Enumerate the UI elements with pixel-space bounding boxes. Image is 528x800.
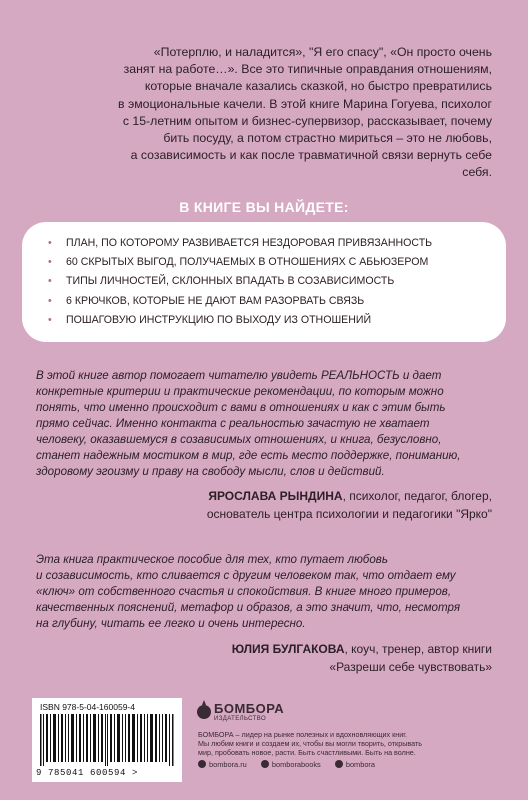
list-item bbox=[48, 292, 506, 311]
quote-line: прямо сейчас. Именно контакта с реальностью зачастую не хватает bbox=[36, 417, 430, 430]
quote-line: станет надежным мостиком в мир, где есть место поддержке, пониманию, bbox=[36, 449, 461, 462]
quote-line: и созависимость, кто сливается с другим человеком так, что отдает ему bbox=[36, 569, 456, 582]
bullet-icon: • bbox=[48, 294, 52, 307]
list-item bbox=[48, 234, 506, 253]
list-item-text: ТИПЫ ЛИЧНОСТЕЙ, СКЛОННЫХ ВПАДАТЬ В СОЗАВИСИМОСТЬ bbox=[66, 275, 395, 288]
find-list bbox=[22, 222, 506, 330]
barcode bbox=[32, 698, 182, 782]
intro-line: бить посуду, а потом страстно мириться – это не любовь, bbox=[163, 131, 492, 146]
publisher-sub: ИЗДАТЕЛЬСТВО bbox=[214, 716, 267, 722]
find-box bbox=[22, 222, 506, 342]
publisher-name: БОМБОРА bbox=[214, 701, 285, 716]
social-site-label: bombora.ru bbox=[209, 760, 247, 769]
author-line-2: «Разреши себе чувствовать» bbox=[329, 660, 492, 674]
quote-line: Эта книга практическое пособие для тех, кто путает любовь bbox=[36, 553, 388, 566]
quote-line: здоровому эгоизму и праву на свободу мысли, слов и действий. bbox=[36, 465, 385, 478]
review-quote-2 bbox=[36, 552, 498, 632]
publisher-socials bbox=[198, 760, 387, 769]
intro-line: с 15-летним опытом и бизнес-супервизор, рассказывает, почему bbox=[122, 113, 492, 128]
author-role: , коуч, тренер, автор книги bbox=[344, 642, 492, 656]
intro-paragraph bbox=[28, 44, 492, 182]
social-vk bbox=[335, 760, 375, 769]
globe-icon bbox=[198, 760, 206, 768]
list-item-text: 60 СКРЫТЫХ ВЫГОД, ПОЛУЧАЕМЫХ В ОТНОШЕНИЯХ С АБЬЮЗЕРОМ bbox=[66, 256, 429, 269]
quote-line: человеку, оказавшемуся в созависимых отношениях, и книга, безусловно, bbox=[36, 433, 442, 446]
quote-line: понять, что именно происходит с вами в отношениях и как с этим быть bbox=[36, 401, 446, 414]
quote-line: конкретные критерии и практические рекомендации, по которым можно bbox=[36, 385, 444, 398]
review-author-2 bbox=[232, 640, 492, 676]
quote-line: В этой книге автор помогает читателю увидеть РЕАЛЬНОСТЬ и дает bbox=[36, 369, 442, 382]
barcode-bars-icon bbox=[40, 714, 174, 766]
list-item bbox=[48, 311, 506, 330]
publisher-text-line: Мы любим книги и создаем их, чтобы вы могли творить, открывать bbox=[198, 739, 422, 748]
review-quote-1 bbox=[36, 368, 498, 480]
list-item bbox=[48, 272, 506, 291]
quote-line: «ключ» от собственного счастья и спокойствия. В книге много примеров, bbox=[36, 585, 452, 598]
bullet-icon: • bbox=[48, 237, 52, 249]
author-name: ЮЛИЯ БУЛГАКОВА bbox=[231, 642, 345, 656]
author-line-2: основатель центра психологии и педагогики "Ярко" bbox=[206, 507, 492, 521]
intro-line: в эмоциональные качели. В этой книге Марина Гогуева, психолог bbox=[118, 96, 492, 111]
intro-line: «Потерплю, и наладится», "Я его спасу", «Он просто очень bbox=[153, 45, 492, 59]
author-line bbox=[232, 640, 492, 658]
publisher-text-line: БОМБОРА – лидер на рынке полезных и вдохновляющих книг. bbox=[198, 730, 407, 739]
bullet-icon: • bbox=[48, 256, 52, 269]
quote-line: на глубину, читать ее легко и очень интересно. bbox=[36, 617, 306, 630]
quote-line: качественных пояснений, метафор и образов, а это значит, что, несмотря bbox=[36, 601, 461, 614]
social-vk-label: bombora bbox=[345, 760, 375, 769]
social-site bbox=[198, 760, 247, 769]
find-title: В КНИГЕ ВЫ НАЙДЕТЕ: bbox=[179, 199, 349, 215]
author-name: ЯРОСЛАВА РЫНДИНА bbox=[208, 489, 343, 503]
list-item-text: ПЛАН, ПО КОТОРОМУ РАЗВИВАЕТСЯ НЕЗДОРОВАЯ ПРИВЯЗАННОСТЬ bbox=[66, 237, 433, 249]
vk-icon bbox=[335, 760, 343, 768]
intro-line: занят на работе…». Все это типичные оправдания отношениям, bbox=[123, 62, 492, 77]
intro-line: а созависимость и как после травматичной связи вернуть себе bbox=[130, 148, 492, 163]
social-instagram bbox=[261, 760, 321, 769]
author-line bbox=[207, 487, 492, 505]
intro-line: которые вначале казались сказкой, но быстро превратились bbox=[144, 79, 492, 94]
intro-line: себя. bbox=[462, 165, 492, 180]
list-item-text: ПОШАГОВУЮ ИНСТРУКЦИЮ ПО ВЫХОДУ ИЗ ОТНОШЕНИЙ bbox=[66, 313, 372, 326]
list-item bbox=[48, 253, 506, 272]
author-role: , психолог, педагог, блогер, bbox=[342, 489, 492, 503]
isbn-label: ISBN 978-5-04-160059-4 bbox=[40, 702, 135, 712]
barcode-digits: 9 785041 600594 > bbox=[36, 768, 139, 778]
list-item-text: 6 КРЮЧКОВ, КОТОРЫЕ НЕ ДАЮТ ВАМ РАЗОРВАТЬ СВЯЗЬ bbox=[66, 294, 365, 307]
publisher-text bbox=[198, 730, 498, 757]
publisher-text-line: мир, пробовать новое, расти. Быть счастливыми. Быть на волне. bbox=[198, 748, 416, 757]
review-author-1 bbox=[207, 487, 492, 523]
bombora-logo-icon bbox=[196, 698, 212, 720]
bullet-icon: • bbox=[48, 313, 52, 326]
social-instagram-label: bomborabooks bbox=[271, 760, 321, 769]
bullet-icon: • bbox=[48, 275, 52, 288]
instagram-icon bbox=[261, 760, 269, 768]
